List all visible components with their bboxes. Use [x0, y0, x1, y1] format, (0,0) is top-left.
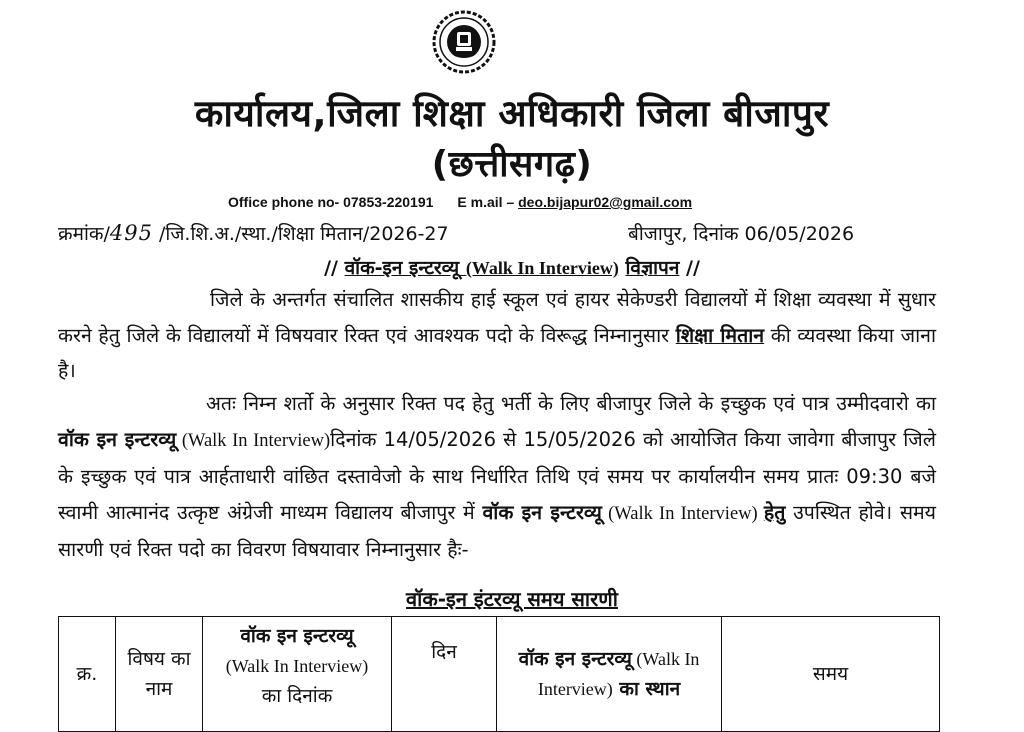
email-link[interactable]: deo.bijapur02@gmail.com — [518, 194, 693, 210]
para2-tail: उपस्थित होवे। समय सारणी एवं रिक्त पदो का विवरण विषयावार निम्नानुसार हैः- — [58, 500, 936, 561]
para2-walkin2-en: (Walk In Interview) — [601, 503, 764, 524]
col-venue-en: (Walk In Interview) — [537, 649, 700, 699]
reference-rest: /जि.शि.अ./स्था./शिक्षा मितान/2026-27 — [152, 223, 449, 245]
state-name: (छत्तीसगढ़) — [431, 144, 593, 185]
advertisement-heading — [0, 254, 1024, 280]
para1-tail: की व्यवस्था किया जाना है। — [58, 323, 936, 382]
col-venue-tail: का स्थान — [612, 678, 681, 700]
place-date: बीजापुर, दिनांक 06/05/2026 — [628, 223, 855, 245]
schedule-title: वॉक-इन इंटरव्यू समय सारणी — [406, 587, 618, 611]
col-day: दिन — [392, 617, 497, 732]
reference-number: 495 — [109, 221, 153, 245]
office-title: कार्यालय,जिला शिक्षा अधिकारी जिला बीजापुर — [194, 92, 830, 135]
col-time: समय — [722, 617, 940, 732]
para2-walkin-hi: वॉक इन इन्टरव्यू — [58, 427, 177, 451]
heading-word: विज्ञापन — [625, 257, 680, 279]
col-subject: विषय का नाम — [116, 617, 203, 732]
reference-prefix: क्रमांक/ — [58, 223, 110, 245]
heading-open: // — [324, 257, 345, 279]
col-serial: क्र. — [59, 617, 116, 732]
para1-highlight: शिक्षा मितान — [675, 323, 765, 347]
schedule-table — [58, 616, 940, 732]
paragraph-details — [58, 386, 936, 568]
heading-title — [345, 257, 619, 279]
heading-title-hi: वॉक-इन इन्टरव्यू — [344, 257, 460, 279]
para2-text: अतः निम्न शर्तो के अनुसार रिक्त पद हेतु भर्ती के लिए बीजापुर जिले के इच्छुक एवं पात्र उम्मीदवारो का — [206, 392, 936, 415]
col-venue — [497, 617, 722, 732]
para2-middle: दिनांक 14/05/2026 से 15/05/2026 को आयोजित किया जावेगा बीजापुर जिले के इच्छुक एवं पात्र आर्हताधारी वांछित दस्तावेजो के साथ निर्धारित तिथि एवं समय पर कार्यालयीन समय प्रातः 09:30 बजे स्वामी आत्मानंद उत्कृष्ट अंग्रेजी माध्यम विद्यालय बीजापुर में — [58, 427, 936, 524]
col-venue-hi: वॉक इन इन्टरव्यू — [518, 648, 632, 670]
office-phone: Office phone no- 07853-220191 — [228, 194, 434, 210]
col-date — [203, 617, 392, 732]
para2-walkin2-hi: वॉक इन इन्टरव्यू — [482, 500, 602, 524]
heading-close: // — [679, 257, 700, 279]
state-emblem-icon — [432, 10, 496, 74]
contact-line — [228, 194, 692, 210]
heading-title-en: (Walk In Interview) — [465, 258, 619, 278]
col-date-tail: का दिनांक — [261, 685, 333, 707]
col-date-hi: वॉक इन इन्टरव्यू — [240, 625, 354, 647]
para2-hetu: हेतु — [763, 500, 786, 524]
paragraph-intro — [58, 282, 936, 389]
col-date-en: (Walk In Interview) — [225, 656, 369, 676]
para1-text: जिले के अन्तर्गत संचालित शासकीय हाई स्कूल एवं हायर सेकेण्डरी विद्यालयों में शिक्षा व्यवस्था में सुधार करने हेतु जिले के विद्यालयों में विषयवार रिक्त एवं आवश्यक पदो के विरूद्ध निम्नानुसार — [58, 288, 936, 347]
email-label: E m.ail – — [457, 194, 515, 210]
reference-line — [58, 220, 938, 246]
table-header-row — [59, 617, 940, 732]
para2-walkin-en: (Walk In Interview) — [176, 430, 331, 451]
